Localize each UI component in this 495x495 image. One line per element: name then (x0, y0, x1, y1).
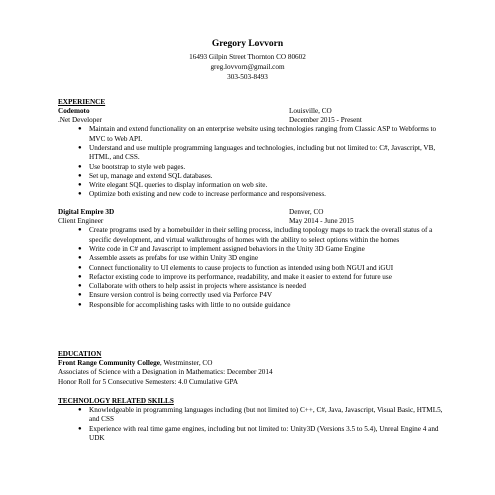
degree-line: Associates of Science with a Designation in Mathematics: December 2014 (58, 368, 273, 377)
bullet-icon: ● (78, 425, 82, 432)
bullet-icon: ● (78, 273, 82, 280)
bullet-icon: ● (78, 191, 82, 198)
job-dates: December 2015 - Present (289, 116, 362, 125)
list-item: ● Understand and use multiple programming languages and technologies, including but not limited to: C#, Javascript, VB, HTML, and CSS. (78, 144, 436, 162)
bullet-icon: ● (78, 407, 82, 413)
list-item: ● Set up, manage and extend SQL databases. (78, 171, 213, 180)
experience-section (58, 97, 448, 200)
bullet-icon: ● (78, 145, 82, 151)
job-header-row (58, 208, 448, 217)
bullet-icon: ● (78, 126, 82, 133)
bullet-icon: ● (78, 283, 82, 290)
bullet-icon: ● (78, 264, 82, 271)
job-role-row (58, 116, 448, 125)
school-location: , Westminster, CO (159, 359, 213, 367)
email: greg.lovvorn@gmail.com (210, 63, 285, 71)
skills-title: TECHNOLOGY RELATED SKILLS (58, 397, 174, 405)
bullet-icon: ● (78, 182, 82, 189)
list-item: ● Optimize both existing and new code to increase performance and responsiveness. (78, 190, 326, 199)
job-role-row (58, 217, 448, 226)
experience-title: EXPERIENCE (58, 98, 106, 106)
bullet-icon: ● (78, 292, 82, 299)
bullet-icon: ● (78, 163, 82, 170)
list-item: ● Knowledgeable in programming languages including (but not limited to) C++, C#, Java, Javascript, Visual Basic, HTML5, and CSS (78, 406, 443, 424)
bullet-icon: ● (78, 301, 82, 308)
school-line (58, 359, 448, 368)
list-item: ● Refactor existing code to improve its performance, readability, and make it easier to extend for future use (78, 272, 392, 281)
phone: 303-503-8493 (227, 73, 268, 81)
list-item: ● Assemble assets as prefabs for use within Unity 3D engine (78, 254, 259, 263)
job-role: Client Engineer (58, 217, 104, 226)
honor-line: Honor Roll for 5 Consecutive Semesters: 4.0 Cumulative GPA (58, 377, 239, 386)
list-item: ● Connect functionality to UI elements to cause projects to function as intended using both NGUI and iGUI (78, 263, 394, 272)
list-item: ● Write elegant SQL queries to display information on web site. (78, 181, 268, 190)
list-item: ● Use bootstrap to style web pages. (78, 162, 186, 171)
address: 16493 Gilpin Street Thornton CO 80602 (189, 53, 306, 61)
bullet-icon: ● (78, 227, 82, 234)
skills-section (58, 396, 448, 443)
job-location: Louisville, CO (289, 107, 332, 115)
bullet-icon: ● (78, 255, 82, 262)
resume-header (0, 38, 495, 82)
bullet-icon: ● (78, 246, 82, 252)
job-2-block (58, 208, 448, 310)
job-company: Codemoto (58, 107, 90, 115)
job-bullets (58, 125, 448, 199)
job-company: Digital Empire 3D (58, 208, 115, 216)
candidate-name: Gregory Lovvorn (211, 39, 284, 49)
list-item: ● Ensure version control is being correctly used via Perforce P4V (78, 291, 273, 300)
list-item: ● Responsible for accomplishing tasks with little to no outside guidance (78, 300, 291, 309)
list-item: ● Experience with real time game engines, including but not limited to: Unity3D (Versions 3.5 to 5.4), Unreal Engine 4 and UDK (78, 424, 439, 442)
list-item: ● Maintain and extend functionality on an enterprise website using technologies ranging from Classic ASP to Webforms to MVC to Web API. (78, 125, 437, 143)
list-item: ● Write code in C# and Javascript to implement assigned behaviors in the Unity 3D Game Engine (78, 245, 365, 253)
job-role: .Net Developer (58, 116, 102, 125)
job-location: Denver, CO (289, 208, 324, 216)
education-section (58, 349, 448, 387)
job-dates: May 2014 - June 2015 (289, 217, 354, 226)
job-header-row (58, 107, 448, 116)
school-name: Front Range Community College (58, 359, 160, 367)
bullet-icon: ● (78, 172, 82, 179)
list-item: ● Create programs used by a homebuilder in their selling process, including topology maps to track the overall status of a specific development, and virtual walkthroughs of homes with the ability to select options within the homes (78, 226, 433, 244)
skills-bullets (58, 406, 448, 443)
education-title: EDUCATION (58, 350, 102, 358)
list-item: ● Collaborate with others to help assist in projects where assistance is needed (78, 282, 306, 291)
job-bullets (58, 226, 448, 310)
